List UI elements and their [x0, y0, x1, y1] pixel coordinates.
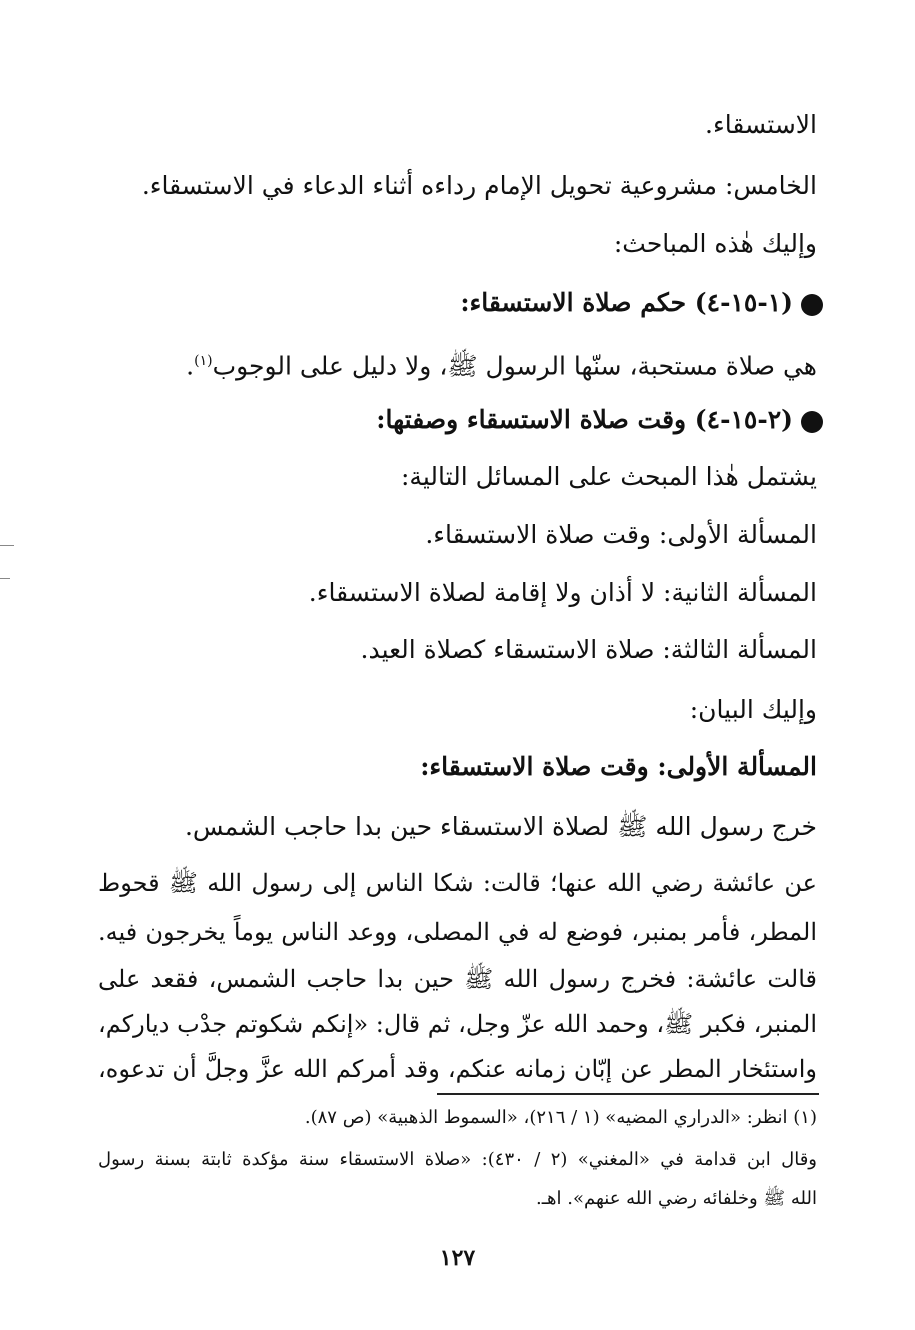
text-line: خرج رسول الله ﷺ لصلاة الاستسقاء حين بدا حاجب الشمس. [184, 812, 817, 841]
text-span: . [186, 351, 195, 381]
subsection-heading: المسألة الأولى: وقت صلاة الاستسقاء: [420, 752, 817, 781]
margin-mark [0, 545, 14, 546]
text-line: وإليك هٰذه المباحث: [613, 229, 817, 258]
section-heading-text: (٢-١٥-٤) وقت صلاة الاستسقاء وصفتها: [376, 405, 793, 434]
section-heading-text: (١-١٥-٤) حكم صلاة الاستسقاء: [460, 288, 793, 317]
footnote-marker: (١) [194, 353, 213, 369]
paragraph-line: واستئخار المطر عن إبّان زمانه عنكم، وقد أمركم الله عزَّ وجلَّ أن تدعوه، [98, 1055, 817, 1083]
text-line: يشتمل هٰذا المبحث على المسائل التالية: [401, 462, 817, 491]
section-heading [376, 403, 823, 437]
text-line: وإليك البيان: [689, 695, 817, 724]
footnote-line: وقال ابن قدامة في «المغني» (٢ / ٤٣٠): «صلاة الاستسقاء سنة مؤكدة ثابتة بسنة رسول [98, 1149, 817, 1170]
text-line: المسألة الثانية: لا أذان ولا إقامة لصلاة الاستسقاء. [308, 578, 817, 607]
footnote-line: (١) انظر: «الدراري المضيه» (١ / ٢١٦)، «السموط الذهبية» (ص ٨٧). [304, 1107, 817, 1128]
text-line [186, 344, 817, 383]
paragraph-line: عن عائشة رضي الله عنها؛ قالت: شكا الناس إلى رسول الله ﷺ قحوط [98, 869, 817, 897]
text-line: المسألة الثالثة: صلاة الاستسقاء كصلاة العيد. [360, 635, 817, 664]
bullet-icon [801, 294, 823, 316]
text-line: المسألة الأولى: وقت صلاة الاستسقاء. [425, 520, 817, 549]
section-heading [460, 286, 823, 320]
bullet-icon [801, 411, 823, 433]
text-span: هي صلاة مستحبة، سنّها الرسول ﷺ، ولا دليل على الوجوب [212, 351, 817, 381]
margin-mark [0, 578, 10, 579]
paragraph-line: المنبر، فكبر ﷺ، وحمد الله عزّ وجل، ثم قال: «إنكم شكوتم جدْب دياركم، [98, 1010, 817, 1038]
footnote-separator [437, 1093, 819, 1095]
page-number: ١٢٧ [439, 1245, 476, 1271]
paragraph-line: المطر، فأمر بمنبر، فوضع له في المصلى، ووعد الناس يوماً يخرجون فيه. [98, 918, 818, 946]
text-line: الاستسقاء. [705, 110, 817, 139]
text-line: الخامس: مشروعية تحويل الإمام رداءه أثناء الدعاء في الاستسقاء. [141, 171, 817, 200]
paragraph-line: قالت عائشة: فخرج رسول الله ﷺ حين بدا حاجب الشمس، فقعد على [98, 965, 817, 993]
footnote-line: الله ﷺ وخلفائه رضي الله عنهم». اهـ. [536, 1188, 817, 1209]
